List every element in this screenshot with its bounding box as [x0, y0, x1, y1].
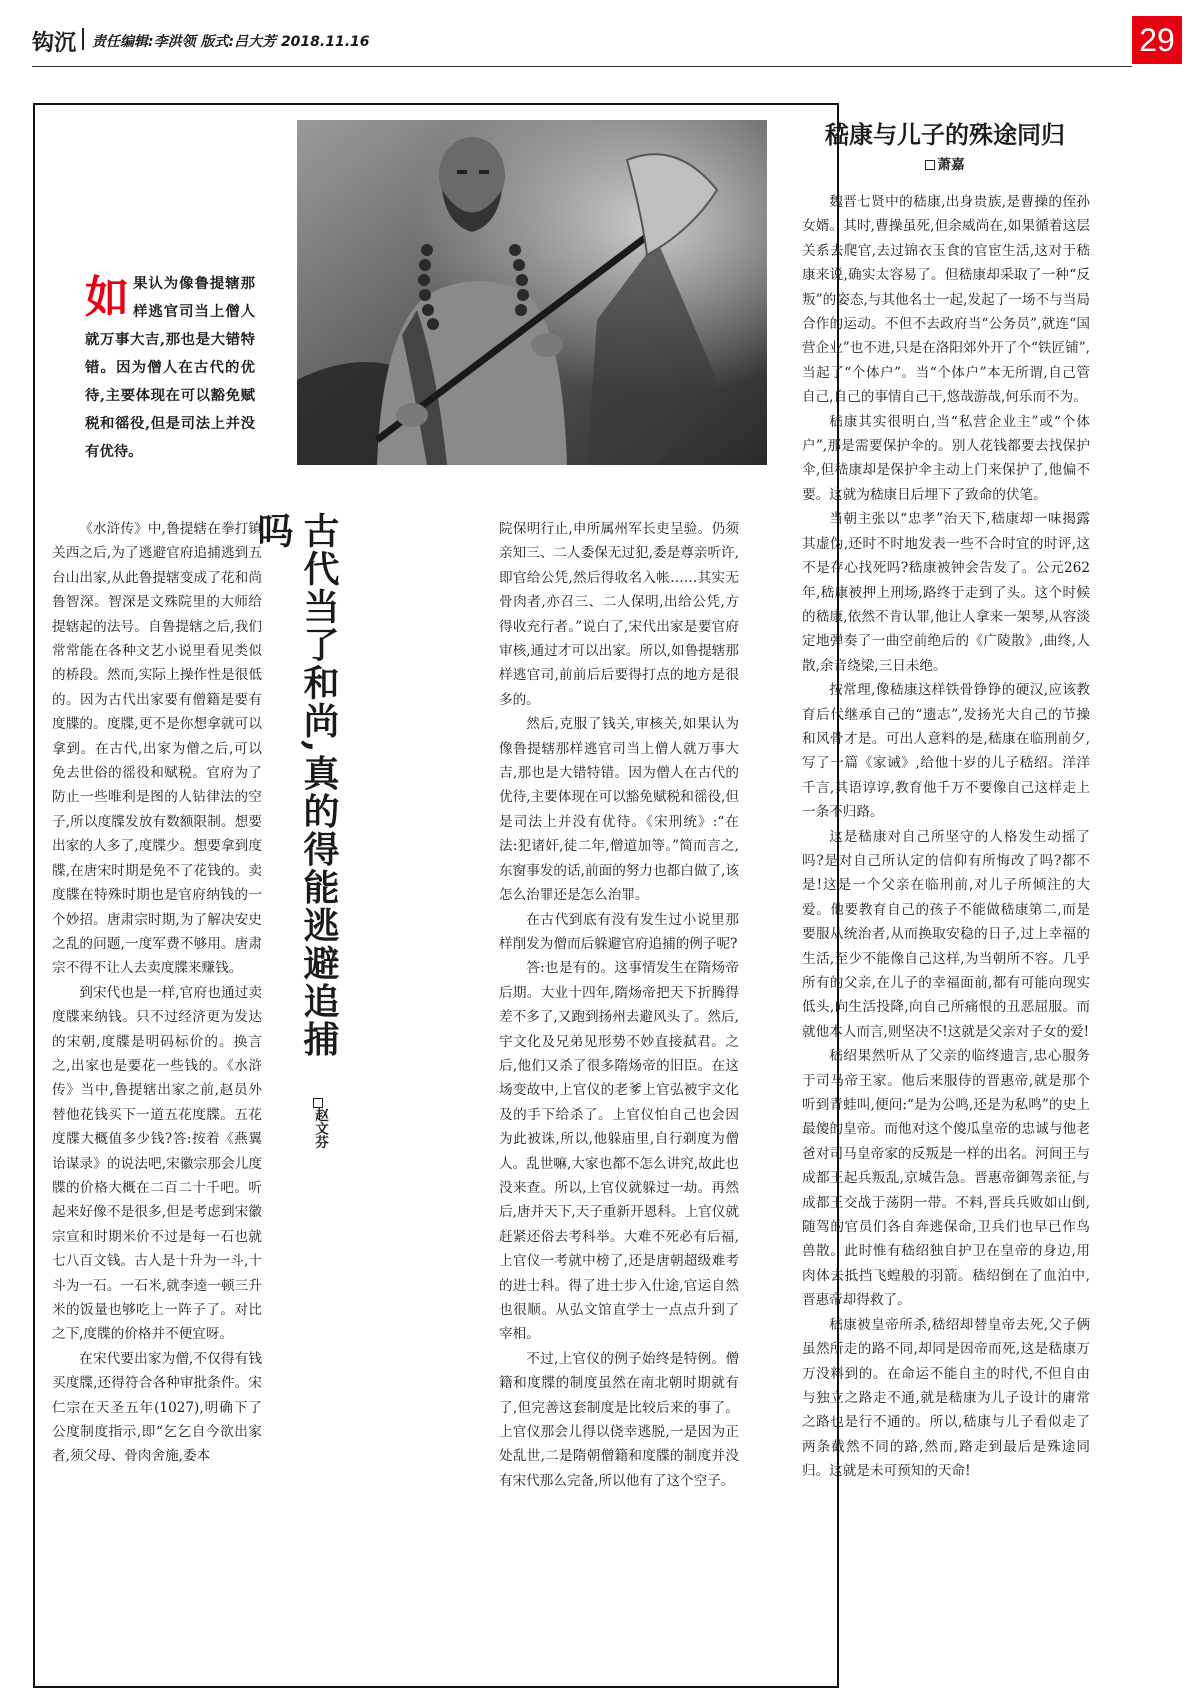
deck-text: 果认为像鲁提辖那样逃官司当上僧人就万事大吉,那也是大错特错。因为僧人在古代的优待,主要体现在可以豁免赋税和徭役,但是司法上并没有优待。: [85, 275, 255, 460]
body-paragraph: 到宋代也是一样,官府也通过卖度牒来纳钱。只不过经济更为发达的宋朝,度牒是明码标价的。换言之,出家也是要花一些钱的。《水浒传》当中,鲁提辖出家之前,赵员外替他花钱买下一道五花度牒。五花度牒大概值多少钱?答:按着《燕翼诒谋录》的说法吧,宋徽宗那会儿度牒的价格大概在二百二十千吧。听起来好像不是很多,但是考虑到宋徽宗宣和时期米价不过是每一石也就七八百文钱。古人是十升为一斗,十斗为一石。一石米,就李逵一顿三升米的饭量也够吃上一阵子了。对比之下,度牒的价格并不便宜呀。: [52, 984, 262, 1343]
body-paragraph: 当朝主张以“忠孝”治天下,嵇康却一味揭露其虚伪,还时不时地发表一些不合时宜的时评,这不是存心找死吗?嵇康被钟会告发了。公元262年,嵇康被押上刑场,路终于走到了头。这个时候的嵇康,依然不肯认罪,他让人拿来一架琴,从容淡定地弹奏了一曲空前绝后的《广陵散》,曲终,人散,余音绕梁,三日未绝。: [802, 511, 1090, 674]
article-deck: [85, 270, 255, 466]
body-paragraph: 魏晋七贤中的嵇康,出身贵族,是曹操的侄孙女婿。其时,曹操虽死,但余威尚在,如果循着这层关系去爬官,去过锦衣玉食的官宦生活,这对于嵇康来说,确实太容易了。但嵇康却采取了一种“反叛”的姿态,与其他名士一起,发起了一场不与当局合作的运动。不但不去政府当“公务员”,就连“国营企业”也不进,只是在洛阳郊外开了个“铁匠铺”,当起了“个体户”。当“个体户”本无所谓,自己管自己,自己的事情自己干,悠哉游哉,何乐而不为。: [802, 194, 1090, 406]
header-divider: [82, 28, 84, 50]
body-paragraph: 《水浒传》中,鲁提辖在拳打镇关西之后,为了逃避官府追捕逃到五台山出家,从此鲁提辖变成了花和尚鲁智深。智深是文殊院里的大师给提辖起的法号。自鲁提辖之后,我们常常能在各种文艺小说里看见类似的桥段。然而,实际上操作性是很低的。因为古代出家要有僧籍是要有度牒的。度牒,更不是你想拿就可以拿到。在古代,出家为僧之后,可以免去世俗的徭役和赋税。官府为了防止一些唯利是图的人钻律法的空子,所以度牒发放有数额限制。想要出家的人多了,度牒少。想要拿到度牒,在唐宋时期是免不了花钱的。卖度牒在特殊时期也是官府纳钱的一个妙招。唐肃宗时期,为了解决安史之乱的问题,一度军费不够用。唐肃宗不得不让人去卖度牒来赚钱。: [52, 521, 262, 977]
page-header: [32, 16, 1182, 64]
right-article-column: [802, 190, 1090, 1484]
page-number: 29: [1132, 16, 1182, 64]
body-paragraph: 按常理,像嵇康这样铁骨铮铮的硬汉,应该教育后代继承自己的“遗志”,发扬光大自己的节操和风骨才是。可出人意料的是,嵇康在临刑前夕,写了一篇《家诫》,给他十岁的儿子嵇绍。洋洋千言,其语谆谆,教育他千万不要像自己这样走上一条不归路。: [802, 682, 1090, 821]
body-paragraph: 答:也是有的。这事情发生在隋炀帝后期。大业十四年,隋炀帝把天下折腾得差不多了,又跑到扬州去避风头了。然后,宇文化及兄弟见形势不妙直接弑君。之后,他们又杀了很多隋炀帝的旧臣。在这场变故中,上官仪的老爹上官弘被宇文化及的手下给杀了。上官仪怕自己也会因为此被诛,所以,他躲庙里,自行剃度为僧人。乱世嘛,大家也都不怎么讲究,故此也没来查。所以,上官仪就躲过一劫。再然后,唐并天下,天子重新开恩科。上官仪就赶紧还俗去考科举。大难不死必有后福,上官仪一考就中榜了,还是唐朝超级难考的进士科。得了进士步入仕途,官运自然也很顺。从弘文馆直学士一点点升到了宰相。: [499, 960, 739, 1343]
byline-author: 萧嘉: [937, 157, 965, 173]
left-article-column-1: [52, 517, 262, 1469]
byline-box-mark: [925, 160, 935, 170]
body-paragraph: 在古代到底有没有发生过小说里那样削发为僧而后躲避官府追捕的例子呢?: [499, 911, 739, 952]
drop-cap: 如: [85, 272, 129, 323]
byline-author: 赵文芬: [312, 1108, 328, 1149]
body-paragraph: 这是嵇康对自己所坚守的人格发生动摇了吗?是对自己所认定的信仰有所悔改了吗?都不是!这是一个父亲在临刑前,对儿子所倾注的大爱。他要教育自己的孩子不能做嵇康第二,而是要服从统治者,从而换取安稳的日子,过上幸福的生活,至少不能像自己这样,为当朝所不容。几乎所有的父亲,在儿子的幸福面前,都有可能向现实低头,向生活投降,向自己所痛恨的丑恶屈服。而就他本人而言,则坚决不!这就是父亲对子女的爱!: [802, 828, 1090, 1040]
editor-meta: 责任编辑:李洪领 版式:吕大芳 2018.11.16: [92, 34, 370, 50]
body-paragraph: 在宋代要出家为僧,不仅得有钱买度牒,还得符合各种审批条件。宋仁宗在天圣五年(1027),明确下了公度制度指示,即“乞乞自今欲出家者,须父母、骨肉舍施,委本: [52, 1350, 262, 1465]
left-article-column-2: [499, 517, 739, 1493]
monk-photo: [297, 120, 767, 465]
body-paragraph: 然后,克服了钱关,审核关,如果认为像鲁提辖那样逃官司当上僧人就万事大吉,那也是大错特错。因为僧人在古代的优待,主要体现在可以豁免赋税和徭役,但是司法上并没有优待。《宋刑统》:“在法:犯诸奸,徒二年,僧道加等。”简而言之,东窗事发的话,前面的努力也都白做了,该怎么治罪还是怎么治罪。: [499, 716, 739, 904]
body-paragraph: 嵇康被皇帝所杀,嵇绍却替皇帝去死,父子俩虽然所走的路不同,却同是因帝而死,这是嵇康万万没料到的。在命运不能自主的时代,不但自由与独立之路走不通,就是嵇康为儿子设计的庸常之路也是行不通的。所以,嵇康与儿子看似走了两条截然不同的路,然而,路走到最后是殊途同归。这就是未可预知的天命!: [802, 1316, 1090, 1480]
right-article-byline: [790, 153, 1100, 173]
body-paragraph: 嵇康其实很明白,当“私营企业主”或“个体户”,那是需要保护伞的。别人花钱都要去找保护伞,但嵇康却是保护伞主动上门来保护了,他偏不要。这就为嵇康日后埋下了致命的伏笔。: [802, 413, 1090, 503]
byline-box-mark: [313, 1098, 323, 1108]
section-name: 钩沉: [32, 31, 77, 56]
body-paragraph: 不过,上官仪的例子始终是特例。僧籍和度牒的制度虽然在南北朝时期就有了,但完善这套制度是比较后来的事了。上官仪那会儿得以侥幸逃脱,一是因为正处乱世,二是隋朝僧籍和度牒的制度并没有宋代那么完备,所以他有了这个空子。: [499, 1350, 739, 1489]
article-byline: [309, 1098, 331, 1149]
body-paragraph: 嵇绍果然听从了父亲的临终遗言,忠心服务于司马帝王家。他后来服侍的晋惠帝,就是那个听到青蛙叫,便问:“是为公鸣,还是为私鸣”的史上最傻的皇帝。而他对这个傻瓜皇帝的忠诚与他老爸对司马皇帝家的反叛是一样的出名。河间王与成都王起兵叛乱,京城告急。晋惠帝御驾亲征,与成都王交战于荡阴一带。不料,晋兵兵败如山倒,随驾的官员们各自奔逃保命,卫兵们也早已作鸟兽散。此时惟有嵇绍独自护卫在皇帝的身边,用肉体去抵挡飞蝗般的羽箭。嵇绍倒在了血泊中,晋惠帝却得救了。: [802, 1048, 1090, 1309]
right-article-title: 嵇康与儿子的殊途同归: [825, 120, 1065, 149]
body-paragraph: 院保明行止,申所属州军长吏呈验。仍须亲知三、二人委保无过犯,委是尊亲听许,即官给公凭,然后得收名入帐……其实无骨肉者,亦召三、二人保明,出给公凭,方得收充行者。”说白了,宋代出家是要官府审核,通过才可以出家。所以,如鲁提辖那样逃官司,前前后后要得打点的地方是很多的。: [499, 521, 739, 708]
header-rule: [32, 66, 1132, 67]
article-title: 古代当了和尚,真的得能逃避追捕吗: [252, 512, 340, 1059]
